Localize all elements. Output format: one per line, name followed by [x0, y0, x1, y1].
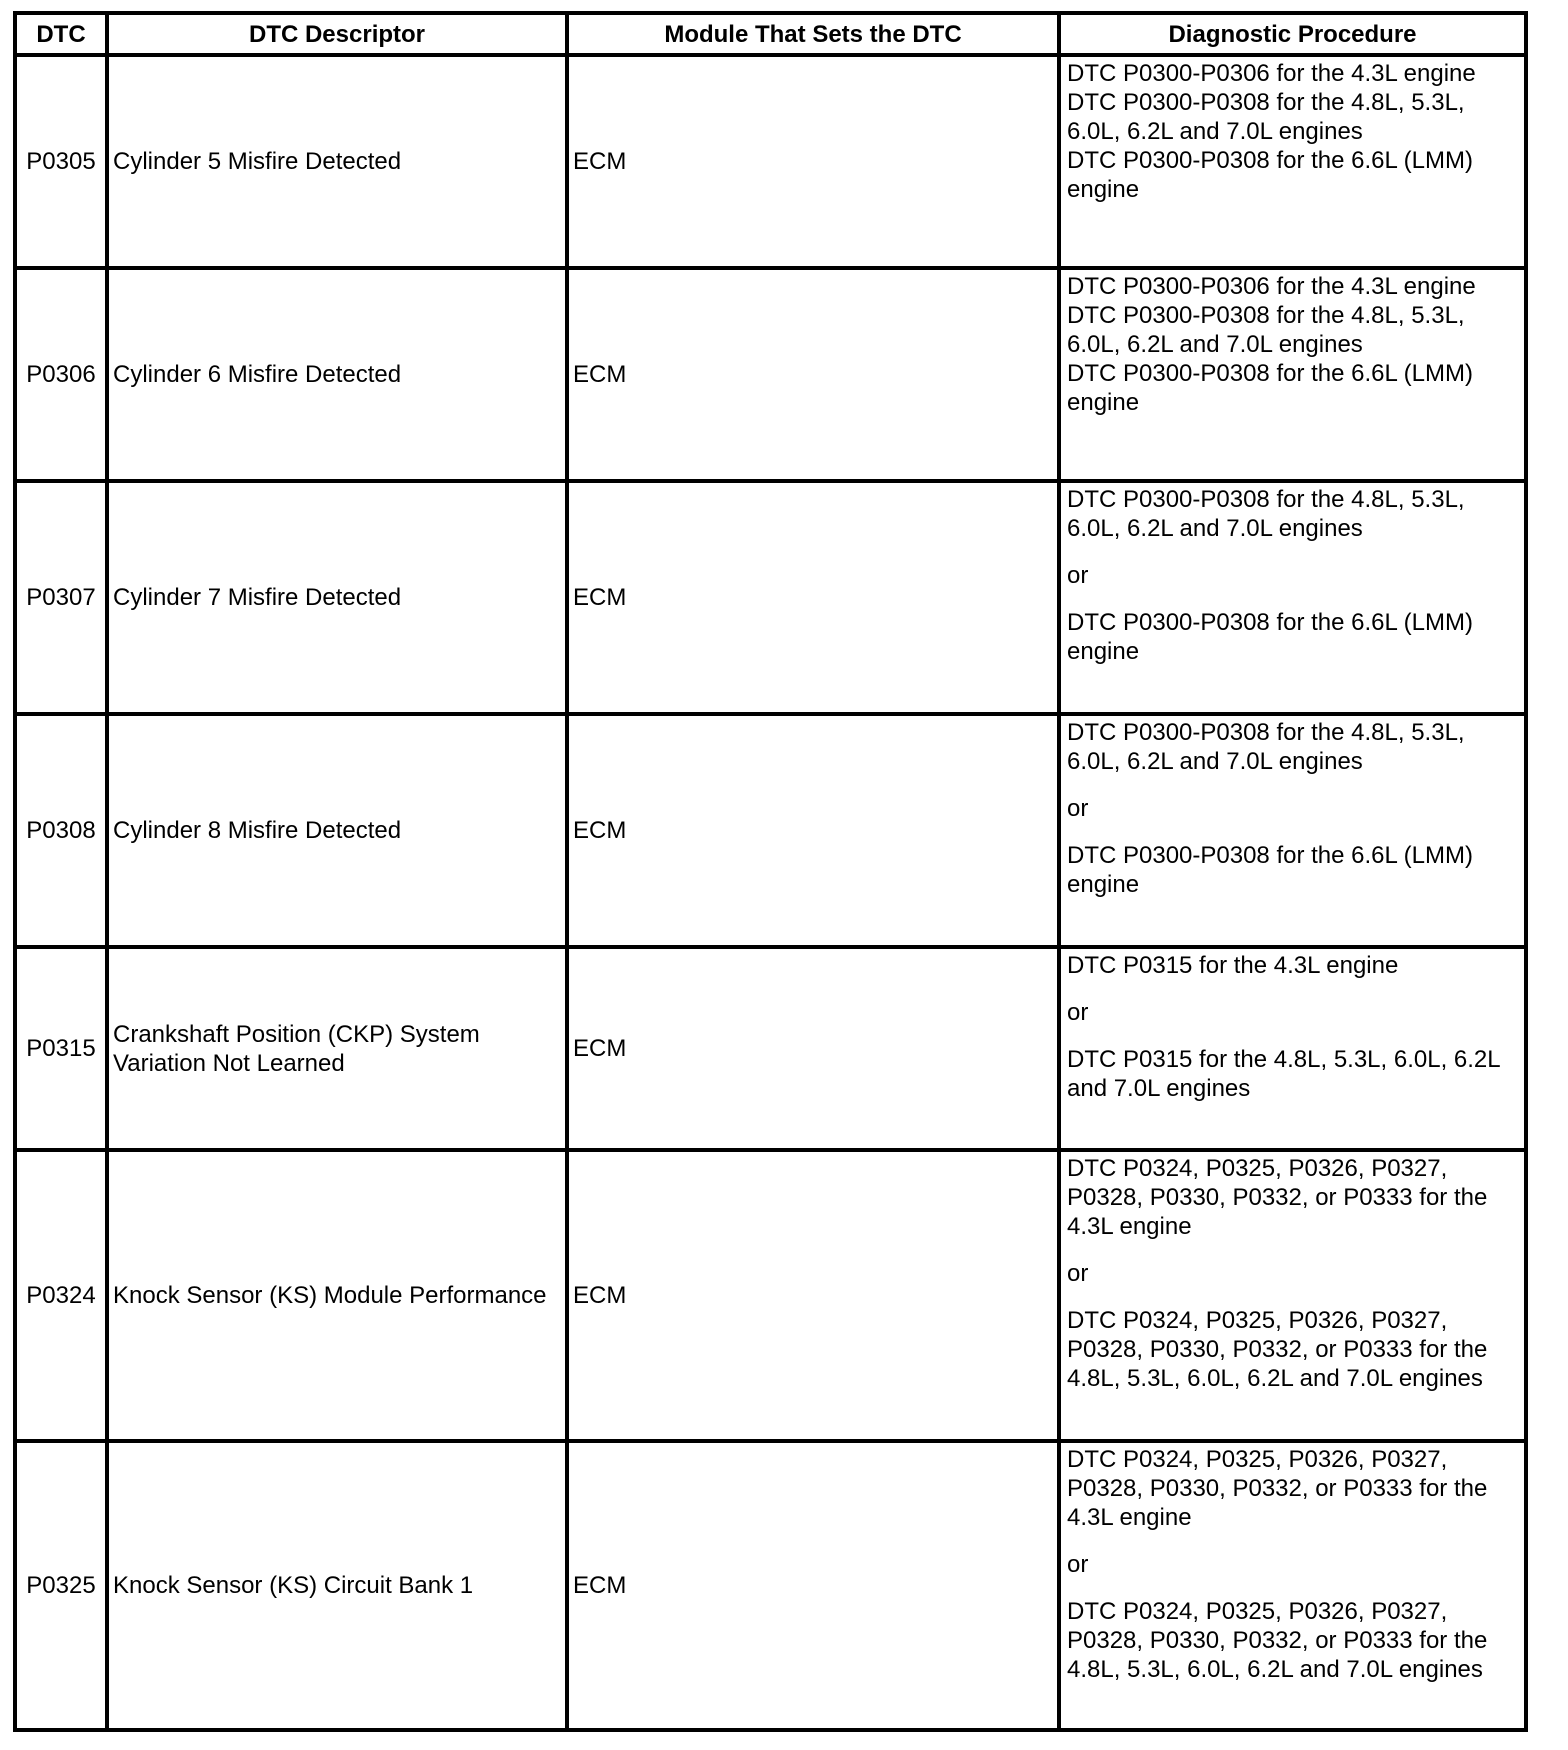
header-procedure: Diagnostic Procedure — [1059, 13, 1526, 55]
dtc-module: ECM — [567, 1441, 1059, 1730]
dtc-module: ECM — [567, 714, 1059, 947]
dtc-descriptor: Cylinder 8 Misfire Detected — [107, 714, 567, 947]
procedure-link[interactable]: DTC P0324, P0325, P0326, P0327, P0328, P0330, P0332, or P0333 for the 4.8L, 5.3L, 6.0L, 6.2L and 7.0L engines — [1067, 1598, 1488, 1683]
diagnostic-procedure — [1059, 481, 1526, 714]
procedure-link[interactable]: DTC P0300-P0308 for the 4.8L, 5.3L, 6.0L, 6.2L and 7.0L engines — [1067, 89, 1465, 145]
dtc-code: P0325 — [15, 1441, 107, 1730]
table-row — [15, 1150, 1526, 1441]
diagnostic-procedure — [1059, 714, 1526, 947]
procedure-link[interactable]: DTC P0315 for the 4.8L, 5.3L, 6.0L, 6.2L and 7.0L engines — [1067, 1046, 1500, 1102]
diagnostic-procedure — [1059, 1150, 1526, 1441]
table-row — [15, 268, 1526, 481]
dtc-descriptor: Cylinder 5 Misfire Detected — [107, 55, 567, 268]
dtc-code: P0324 — [15, 1150, 107, 1441]
table-header-row — [15, 13, 1526, 55]
procedure-link[interactable]: DTC P0300-P0308 for the 6.6L (LMM) engine — [1067, 360, 1473, 416]
diagnostic-procedure — [1059, 268, 1526, 481]
dtc-code: P0305 — [15, 55, 107, 268]
dtc-module: ECM — [567, 947, 1059, 1150]
procedure-separator: or — [1067, 1260, 1089, 1287]
procedure-link[interactable]: DTC P0300-P0308 for the 6.6L (LMM) engine — [1067, 842, 1473, 898]
diagnostic-procedure — [1059, 1441, 1526, 1730]
procedure-separator: or — [1067, 795, 1089, 822]
dtc-module: ECM — [567, 55, 1059, 268]
header-dtc: DTC — [15, 13, 107, 55]
dtc-descriptor: Knock Sensor (KS) Circuit Bank 1 — [107, 1441, 567, 1730]
dtc-module: ECM — [567, 481, 1059, 714]
procedure-link[interactable]: DTC P0324, P0325, P0326, P0327, P0328, P0330, P0332, or P0333 for the 4.3L engine — [1067, 1446, 1488, 1531]
dtc-module: ECM — [567, 1150, 1059, 1441]
procedure-link[interactable]: DTC P0300-P0308 for the 6.6L (LMM) engine — [1067, 609, 1473, 665]
procedure-link[interactable]: DTC P0300-P0308 for the 4.8L, 5.3L, 6.0L, 6.2L and 7.0L engines — [1067, 486, 1465, 542]
header-descriptor: DTC Descriptor — [107, 13, 567, 55]
dtc-descriptor: Crankshaft Position (CKP) System Variation Not Learned — [107, 947, 567, 1150]
procedure-link[interactable]: DTC P0324, P0325, P0326, P0327, P0328, P0330, P0332, or P0333 for the 4.8L, 5.3L, 6.0L, 6.2L and 7.0L engines — [1067, 1307, 1488, 1392]
diagnostic-procedure — [1059, 55, 1526, 268]
dtc-code: P0307 — [15, 481, 107, 714]
dtc-code: P0308 — [15, 714, 107, 947]
dtc-descriptor: Knock Sensor (KS) Module Performance — [107, 1150, 567, 1441]
table-row — [15, 714, 1526, 947]
dtc-table — [13, 11, 1528, 1732]
procedure-separator: or — [1067, 562, 1089, 589]
dtc-descriptor: Cylinder 6 Misfire Detected — [107, 268, 567, 481]
procedure-separator: or — [1067, 999, 1089, 1026]
procedure-link[interactable]: DTC P0300-P0306 for the 4.3L engine — [1067, 273, 1476, 300]
header-module: Module That Sets the DTC — [567, 13, 1059, 55]
table-row — [15, 947, 1526, 1150]
procedure-separator: or — [1067, 1551, 1089, 1578]
procedure-link[interactable]: DTC P0300-P0308 for the 4.8L, 5.3L, 6.0L, 6.2L and 7.0L engines — [1067, 302, 1465, 358]
table-row — [15, 481, 1526, 714]
dtc-module: ECM — [567, 268, 1059, 481]
procedure-link[interactable]: DTC P0315 for the 4.3L engine — [1067, 952, 1399, 979]
table-row — [15, 1441, 1526, 1730]
table-row — [15, 55, 1526, 268]
procedure-link[interactable]: DTC P0300-P0308 for the 6.6L (LMM) engine — [1067, 147, 1473, 203]
procedure-link[interactable]: DTC P0324, P0325, P0326, P0327, P0328, P0330, P0332, or P0333 for the 4.3L engine — [1067, 1155, 1488, 1240]
dtc-descriptor: Cylinder 7 Misfire Detected — [107, 481, 567, 714]
procedure-link[interactable]: DTC P0300-P0308 for the 4.8L, 5.3L, 6.0L, 6.2L and 7.0L engines — [1067, 719, 1465, 775]
diagnostic-procedure — [1059, 947, 1526, 1150]
procedure-link[interactable]: DTC P0300-P0306 for the 4.3L engine — [1067, 60, 1476, 87]
dtc-code: P0315 — [15, 947, 107, 1150]
dtc-code: P0306 — [15, 268, 107, 481]
